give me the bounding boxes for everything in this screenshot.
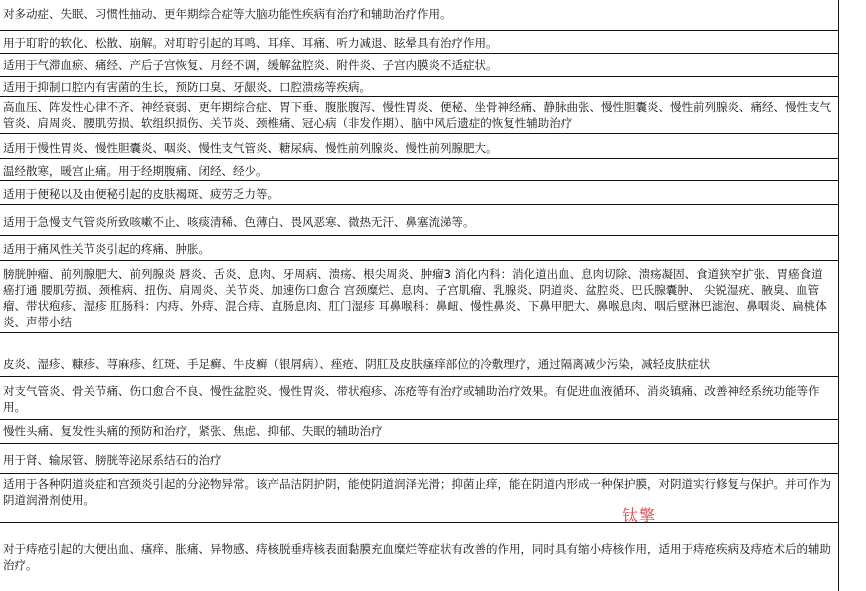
table-row <box>0 474 838 523</box>
table-cell: 对多动症、失眠、习惯性抽动、更年期综合症等大脑功能性疾病有治疗和辅助治疗作用。 <box>3 7 452 21</box>
table-cell: 膀胱肿瘤、前列腺肥大、前列腺炎 唇炎、舌炎、息肉、牙周病、溃疡、根尖周炎、肿瘤3 消化内科：消化道出血、息肉切除、溃疡凝固、食道狭窄扩张、胃癌食道癌打通 腰肌劳损、颈椎病、扭伤、肩周炎、关节炎、加速伤口愈合 宫颈糜烂、息肉、子宫肌瘤、乳腺炎、阴道炎、盆腔炎、巴氏腺囊肿、 尖锐湿疣、腋臭、血管瘤、带状疱疹、湿疹 肛肠科：内痔、外痔、混合痔、直肠息肉、肛门湿疹 耳鼻喉科：鼻衄、慢性鼻炎、下鼻甲肥大、鼻喉息肉、咽后壁淋巴滤泡、鼻咽炎、扁桃体炎、声带小结 <box>3 267 827 329</box>
table-cell: 高血压、阵发性心律不齐、神经衰弱、更年期综合症、胃下垂、腹胀腹泻、慢性胃炎、便秘、坐骨神经痛、静脉曲张、慢性胆囊炎、慢性前列腺炎、痛经、慢性支气管炎、肩周炎、腰肌劳损、软组织损伤、关节炎、颈椎痛、冠心病（非发作期）、脑中风后遗症的恢复性辅助治疗 <box>3 100 831 130</box>
table-row <box>0 333 838 377</box>
table-row <box>0 159 838 181</box>
table-row <box>0 77 838 97</box>
table-row <box>0 97 838 134</box>
table-cell: 用于耵聍的软化、松散、崩解。对耵聍引起的耳鸣、耳痒、耳痛、听力减退、眩晕具有治疗作用。 <box>3 36 498 50</box>
table-row <box>0 420 838 444</box>
table-row <box>0 134 838 159</box>
table-row <box>0 236 838 261</box>
table-row <box>0 523 838 591</box>
table-row <box>0 0 838 31</box>
table-cell: 用于肾、输尿管、膀胱等泌尿系结石的治疗 <box>3 453 222 467</box>
table-cell: 适用于便秘以及由便秘引起的皮肤褐斑、疲劳乏力等。 <box>3 187 279 201</box>
table-cell: 适用于痛风性关节炎引起的疼痛、肿胀。 <box>3 242 210 256</box>
table-cell: 适用于急慢支气管炎所致咳嗽不止、咳痰清稀、色薄白、畏风恶寒、微热无汗、鼻塞流涕等。 <box>3 215 475 229</box>
table-row <box>0 181 838 205</box>
table-cell: 适用于各种阴道炎症和宫颈炎引起的分泌物异常。该产品洁阴护阴，能使阴道润泽光滑；抑菌止痒，能在阴道内形成一种保护膜，对阴道实行修复与保护。并可作为阴道润滑剂使用。 <box>3 477 831 507</box>
table-right-border <box>838 0 839 591</box>
table-cell: 慢性头痛、复发性头痛的预防和治疗，紧张、焦虑、抑郁、失眠的辅助治疗 <box>3 424 383 438</box>
table-cell: 对支气管炎、骨关节痛、伤口愈合不良、慢性盆腔炎、慢性胃炎、带状疱疹、冻疮等有治疗或辅助治疗效果。有促进血液循环、消炎镇痛、改善神经系统功能等作用。 <box>3 384 820 414</box>
table-cell: 适用于抑制口腔内有害菌的生长，预防口臭、牙龈炎、口腔溃疡等疾病。 <box>3 80 371 94</box>
table-row <box>0 31 838 54</box>
watermark: 钛擎 <box>622 506 657 525</box>
table-cell: 适用于慢性胃炎、慢性胆囊炎、咽炎、慢性支气管炎、糖尿病、慢性前列腺炎、慢性前列腺肥大。 <box>3 141 498 155</box>
table-cell: 适用于气滞血瘀、痛经、产后子宫恢复、月经不调，缓解盆腔炎、附件炎、子宫内膜炎不适症状。 <box>3 58 498 72</box>
table-row <box>0 377 838 420</box>
table-row <box>0 205 838 236</box>
table-row <box>0 54 838 77</box>
table-row <box>0 444 838 474</box>
table-cell: 温经散寒，暖宫止痛。用于经期腹痛、闭经、经少。 <box>3 164 268 178</box>
table-row <box>0 261 838 333</box>
table-cell: 皮炎、湿疹、糠疹、荨麻疹、红斑、手足癣、牛皮癣（银屑病）、痤疮、阴肛及皮肤瘙痒部位的冷敷理疗，通过隔离减少污染，减轻皮肤症状 <box>3 357 711 371</box>
table-cell: 对于痔疮引起的大便出血、瘙痒、胀痛、异物感、痔核脱垂痔核表面黏膜充血糜烂等症状有改善的作用，同时具有缩小痔核作用，适用于痔疮疾病及痔疮术后的辅助治疗。 <box>3 542 831 572</box>
